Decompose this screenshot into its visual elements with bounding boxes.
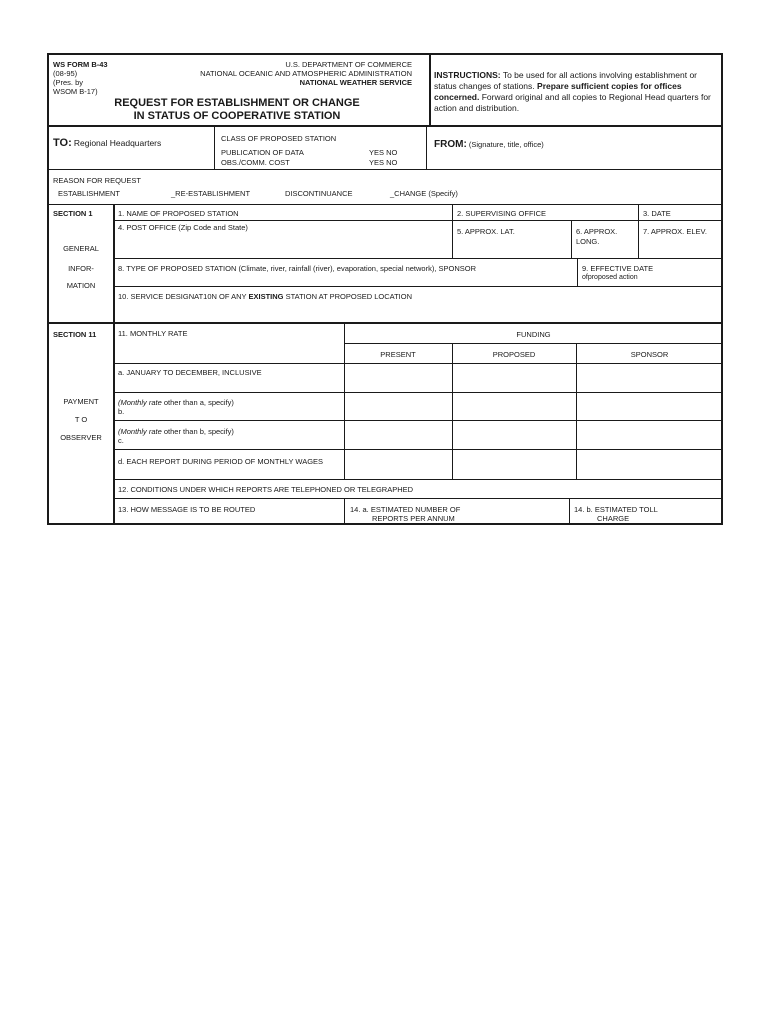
- field-11-monthly-rate: 11. MONTHLY RATE: [118, 329, 188, 338]
- form-title-line1: REQUEST FOR ESTABLISHMENT OR CHANGE: [114, 97, 360, 109]
- section2-side-2: T O: [74, 415, 88, 424]
- from-label: FROM:: [434, 139, 467, 150]
- agency: NATIONAL OCEANIC AND ATMOSPHERIC ADMINISTRATION: [200, 69, 412, 78]
- class-of-station-label: CLASS OF PROPOSED STATION: [221, 134, 337, 143]
- to-field: [53, 137, 161, 150]
- field-8-station-type[interactable]: 8. TYPE OF PROPOSED STATION (Climate, river, rainfall (river), evaporation, special network), SPONSOR: [118, 264, 477, 273]
- rule: [47, 53, 723, 55]
- row-b-letter: b.: [118, 407, 125, 416]
- prescribed-by: (Pres. by: [53, 78, 84, 87]
- from-field[interactable]: [434, 139, 544, 151]
- manual-ref: WSOM B-17): [53, 87, 98, 96]
- rule: [344, 323, 345, 479]
- field-9-label-2: ofproposed action: [582, 274, 638, 281]
- cell-a-present[interactable]: [345, 364, 452, 392]
- rule: [113, 220, 723, 221]
- rule: [113, 392, 723, 393]
- field-14b-toll[interactable]: [574, 505, 658, 523]
- field-6-label-1: 6. APPROX.: [576, 227, 618, 236]
- rule: [214, 126, 215, 169]
- cooperative-station-form: [47, 53, 723, 525]
- section1-label: SECTION 1: [53, 209, 93, 218]
- rule: [47, 204, 723, 205]
- instructions-label: INSTRUCTIONS:: [434, 70, 501, 80]
- section1-side-1: GENERAL: [63, 244, 99, 253]
- rule: [638, 204, 639, 258]
- row-d-label: d. EACH REPORT DURING PERIOD OF MONTHLY WAGES: [118, 457, 324, 466]
- instructions-text: To be used for all actions involving establishment or status changes of stations.: [434, 70, 698, 91]
- field-14b-label-1: 14. b. ESTIMATED TOLL: [574, 505, 658, 514]
- rule: [429, 53, 431, 126]
- rule: [47, 523, 723, 525]
- rule: [569, 498, 570, 523]
- department: U.S. DEPARTMENT OF COMMERCE: [285, 60, 412, 69]
- field-13-message-route[interactable]: 13. HOW MESSAGE IS TO BE ROUTED: [118, 505, 256, 514]
- field-4-post-office[interactable]: 4. POST OFFICE (Zip Code and State): [118, 223, 248, 232]
- instructions: [434, 70, 716, 114]
- obs-cost-yes-no[interactable]: YES NO: [369, 158, 398, 167]
- field-12-conditions[interactable]: 12. CONDITIONS UNDER WHICH REPORTS ARE TELEPHONED OR TELEGRAPHED: [118, 485, 414, 494]
- field-9-effective-date[interactable]: [582, 264, 653, 282]
- field-10-pre: 10. SERVICE DESIGNAT10N OF ANY: [118, 292, 247, 301]
- row-b-em: (Monthly rate: [118, 398, 162, 407]
- col-sponsor: SPONSOR: [630, 350, 669, 359]
- field-6-label-2: LONG.: [576, 237, 600, 246]
- field-14b-label-2: CHARGE: [597, 514, 630, 523]
- rule: [571, 220, 572, 258]
- field-10-service-designation[interactable]: [118, 292, 412, 301]
- section2-side-3: OBSERVER: [60, 433, 102, 442]
- to-label: TO:: [53, 137, 72, 149]
- reason-label: REASON FOR REQUEST: [53, 176, 141, 185]
- field-14a-label-1: 14. a. ESTIMATED NUMBER OF: [350, 505, 461, 514]
- row-c-em: (Monthly rate: [118, 427, 162, 436]
- row-c-label: [118, 427, 234, 445]
- field-2-supervising-office[interactable]: 2. SUPERVISING OFFICE: [457, 209, 547, 218]
- field-5-lat[interactable]: 5. APPROX. LAT.: [457, 227, 515, 236]
- section2-side-1: PAYMENT: [63, 397, 99, 406]
- reason-change[interactable]: _CHANGE (Specify): [390, 189, 458, 198]
- instructions-emphasis: Prepare sufficient copies for offices concerned.: [434, 81, 682, 102]
- cell-a-proposed[interactable]: [453, 364, 576, 392]
- col-proposed: PROPOSED: [492, 350, 536, 359]
- field-9-label-1: 9. EFFECTIVE DATE: [582, 264, 654, 273]
- from-hint: (Signature, title, office): [468, 140, 544, 149]
- rule: [577, 258, 578, 286]
- obs-cost-label: OBS./COMM. COST: [221, 158, 290, 167]
- section1-side-3: MATION: [66, 281, 96, 290]
- col-present: PRESENT: [380, 350, 416, 359]
- rule: [47, 322, 723, 324]
- cell-a-sponsor[interactable]: [577, 364, 721, 392]
- to-value: Regional Headquarters: [73, 138, 162, 148]
- rule: [113, 420, 723, 421]
- field-14a-label-2: REPORTS PER ANNUM: [372, 514, 455, 523]
- field-14a-reports[interactable]: [350, 505, 460, 523]
- funding-header: FUNDING: [516, 330, 551, 339]
- service: NATIONAL WEATHER SERVICE: [299, 78, 412, 87]
- rule: [113, 449, 723, 450]
- field-6-long[interactable]: [576, 227, 617, 246]
- rule: [113, 258, 723, 259]
- row-a-label: a. JANUARY TO DECEMBER, INCLUSIVE: [118, 368, 262, 377]
- reason-discontinuance[interactable]: DISCONTINUANCE: [285, 189, 353, 198]
- rule: [113, 286, 723, 287]
- rule: [47, 169, 723, 170]
- section2-label: SECTION 11: [53, 330, 97, 339]
- form-id: WS FORM B-43: [53, 60, 108, 69]
- field-10-emphasis: EXISTING: [248, 292, 284, 301]
- rule: [452, 204, 453, 258]
- publication-yes-no[interactable]: YES NO: [369, 148, 398, 157]
- row-b-label: [118, 398, 234, 416]
- rule: [426, 126, 427, 169]
- row-c-text: other than b, specify): [163, 427, 234, 436]
- rule: [113, 498, 723, 499]
- rule: [344, 343, 723, 344]
- section1-side-2: INFOR-: [68, 264, 94, 273]
- rule: [344, 498, 345, 523]
- field-1-station-name[interactable]: 1. NAME OF PROPOSED STATION: [118, 209, 239, 218]
- publication-label: PUBLICATION OF DATA: [221, 148, 304, 157]
- field-10-post: STATION AT PROPOSED LOCATION: [285, 292, 413, 301]
- row-c-letter: c.: [118, 436, 124, 445]
- reason-establishment[interactable]: ESTABLISHMENT: [58, 189, 120, 198]
- field-7-elev[interactable]: 7. APPROX. ELEV.: [643, 227, 707, 236]
- reason-re-establishment[interactable]: _RE-ESTABLISHMENT: [171, 189, 251, 198]
- rule: [47, 125, 723, 127]
- row-b-text: other than a, specify): [163, 398, 234, 407]
- instructions-text-2: Forward original and all copies to Regional Head quarters for action and distribution.: [434, 92, 711, 113]
- form-date: (08-95): [53, 69, 78, 78]
- rule: [721, 53, 723, 525]
- form-title-line2: IN STATUS OF COOPERATIVE STATION: [133, 110, 341, 122]
- rule: [113, 479, 723, 480]
- field-3-date[interactable]: 3. DATE: [643, 209, 671, 218]
